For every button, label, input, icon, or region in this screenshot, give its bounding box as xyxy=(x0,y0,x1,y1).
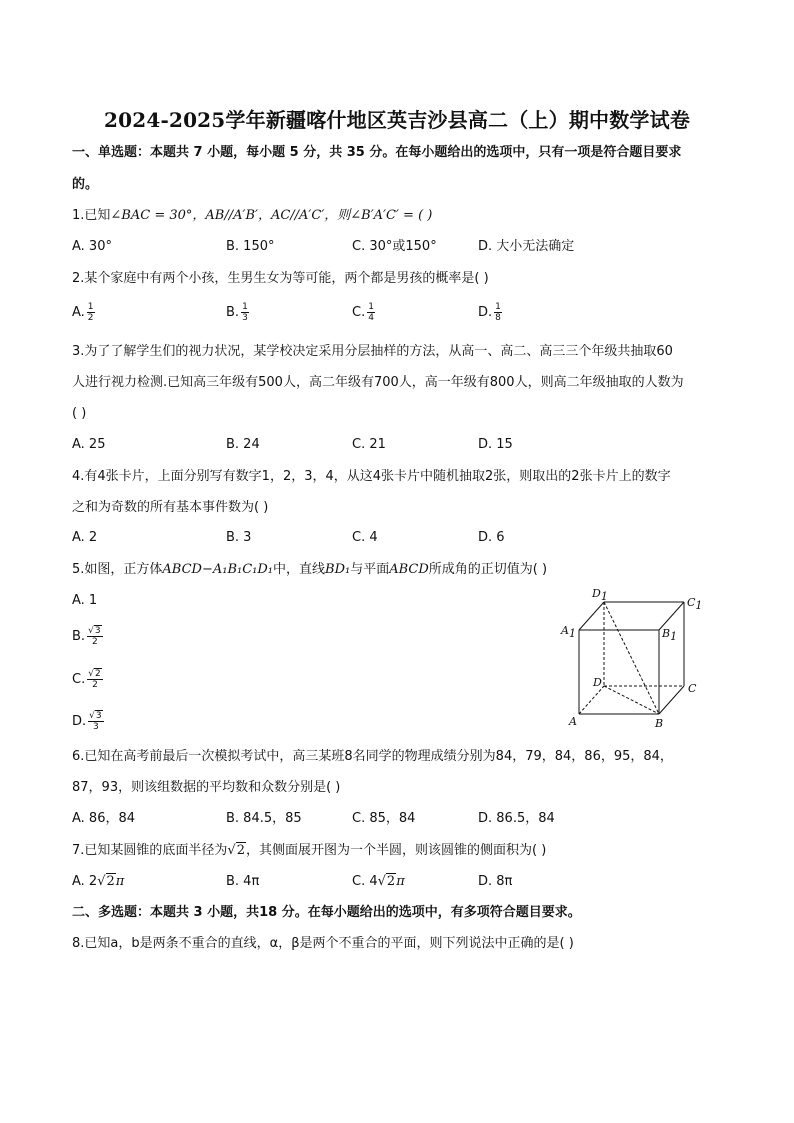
section-2-header: 二、多选题：本题共 3 小题，共18 分。在每小题给出的选项中，有多项符合题目要求。 xyxy=(72,905,581,920)
question-1-prefix: 已知 xyxy=(84,208,111,223)
fraction: $\frac{√2}{2}$ xyxy=(88,669,101,690)
question-3-stem-line-3: ( ) xyxy=(72,406,87,421)
question-6-option-c: C. 85，84 xyxy=(352,811,416,826)
question-3-option-d: D. 15 xyxy=(478,437,513,452)
question-5-option-c: C. $\frac{√2}{2}$ xyxy=(72,669,101,690)
question-4-stem-line-1: 4.有4张卡片，上面分别写有数字1，2，3，4，从这4张卡片中随机抽取2张，则取出的2张卡片上的数字 xyxy=(72,469,671,484)
question-1-option-b: B. 150° xyxy=(226,239,275,254)
label-a: A xyxy=(569,715,577,728)
fraction: $\frac{1}{2}$ xyxy=(87,302,94,323)
label-d1: D1 xyxy=(592,587,608,603)
edge-b-c xyxy=(659,686,684,714)
question-7-option-a: A. 2√2π xyxy=(72,874,125,889)
question-4-option-c: C. 4 xyxy=(352,530,378,545)
question-3-option-a: A. 25 xyxy=(72,437,106,452)
label-b: B xyxy=(655,717,664,730)
question-5-option-a: A. 1 xyxy=(72,593,98,608)
question-1-math: ∠BAC = 30°，AB//A′B′，AC//A′C′，则∠B′A′C′ = ( ) xyxy=(110,208,433,223)
plane-name: ABCD xyxy=(389,562,429,577)
question-5-option-b: B. $\frac{√3}{2}$ xyxy=(72,626,101,647)
fraction: $\frac{1}{8}$ xyxy=(495,302,501,323)
question-1-option-c: C. 30°或150° xyxy=(352,239,437,254)
question-4-stem-line-2: 之和为奇数的所有基本事件数为( ) xyxy=(72,500,269,515)
question-2-option-c: C. $\frac{1}{4}$ xyxy=(352,302,374,323)
question-1-option-a: A. 30° xyxy=(72,239,112,254)
question-1-number: 1. xyxy=(72,208,85,223)
question-7-stem: 7.已知某圆锥的底面半径为√2，其侧面展开图为一个半圆，则该圆锥的侧面积为( ) xyxy=(72,843,547,858)
label-b1: B1 xyxy=(662,627,678,643)
question-8-stem: 8.已知a，b是两条不重合的直线，α，β是两个不重合的平面，则下列说法中正确的是( ) xyxy=(72,936,574,951)
question-5-option-d: D. $\frac{√3}{3}$ xyxy=(72,711,102,732)
diagonal-d-b xyxy=(604,686,659,714)
question-3-option-c: C. 21 xyxy=(352,437,386,452)
question-6-stem-line-1: 6.已知在高考前最后一次模拟考试中，高三某班8名同学的物理成绩分别为84，79，84，86，95，84， xyxy=(72,749,673,764)
exam-title: 2024-2025学年新疆喀什地区英吉沙县高二（上）期中数学试卷 xyxy=(103,108,691,132)
question-6-option-b: B. 84.5，85 xyxy=(226,811,302,826)
line-name: BD₁ xyxy=(325,562,351,577)
question-7-option-d: D. 8π xyxy=(478,874,513,889)
fraction: $\frac{√3}{2}$ xyxy=(88,626,101,647)
question-6-option-d: D. 86.5，84 xyxy=(478,811,555,826)
question-6-option-a: A. 86，84 xyxy=(72,811,136,826)
question-7-option-c: C. 4√2π xyxy=(352,874,405,889)
label-c: C xyxy=(688,682,697,695)
section-1-header: 一、单选题：本题共 7 小题，每小题 5 分，共 35 分。在每小题给出的选项中，只有一项是符合题目要求 xyxy=(72,145,682,160)
edge-a1-d1 xyxy=(579,602,604,630)
question-5-stem: 5.如图，正方体ABCD−A₁B₁C₁D₁中，直线BD₁与平面ABCD所成角的正切值为( ) xyxy=(72,562,548,577)
diagonal-d1-b xyxy=(604,602,659,714)
question-4-option-b: B. 3 xyxy=(226,530,252,545)
label-d: D xyxy=(593,676,602,689)
question-3-option-b: B. 24 xyxy=(226,437,260,452)
question-1-stem xyxy=(72,207,432,225)
edge-a-d xyxy=(579,686,604,714)
question-6-stem-line-2: 87，93，则该组数据的平均数和众数分别是( ) xyxy=(72,780,341,795)
fraction: $\frac{1}{4}$ xyxy=(368,302,374,323)
question-7-option-b: B. 4π xyxy=(226,874,260,889)
fraction: $\frac{1}{3}$ xyxy=(242,302,248,323)
question-4-option-a: A. 2 xyxy=(72,530,98,545)
edge-b1-c1 xyxy=(659,602,684,630)
question-2-option-a: A. $\frac{1}{2}$ xyxy=(72,302,94,323)
section-1-header-cont: 的。 xyxy=(72,177,99,192)
sqrt-radius: √2 xyxy=(227,843,245,858)
label-a1: A1 xyxy=(561,624,576,640)
cube-figure xyxy=(556,582,706,732)
question-2-option-d: D. $\frac{1}{8}$ xyxy=(478,302,501,323)
question-3-stem-line-2: 人进行视力检测.已知高三年级有500人，高二年级有700人，高一年级有800人，则高二年级抽取的人数为 xyxy=(72,375,684,390)
question-1-option-d: D. 大小无法确定 xyxy=(478,239,575,254)
question-2-stem: 2.某个家庭中有两个小孩，生男生女为等可能，两个都是男孩的概率是( ) xyxy=(72,271,489,286)
question-4-option-d: D. 6 xyxy=(478,530,505,545)
question-3-stem-line-1: 3.为了了解学生们的视力状况，某学校决定采用分层抽样的方法，从高一、高二、高三三个年级共抽取60 xyxy=(72,344,673,359)
cube-name: ABCD−A₁B₁C₁D₁ xyxy=(162,562,274,577)
fraction: $\frac{√3}{3}$ xyxy=(89,711,102,732)
question-2-option-b: B. $\frac{1}{3}$ xyxy=(226,302,248,323)
label-c1: C1 xyxy=(687,596,703,612)
